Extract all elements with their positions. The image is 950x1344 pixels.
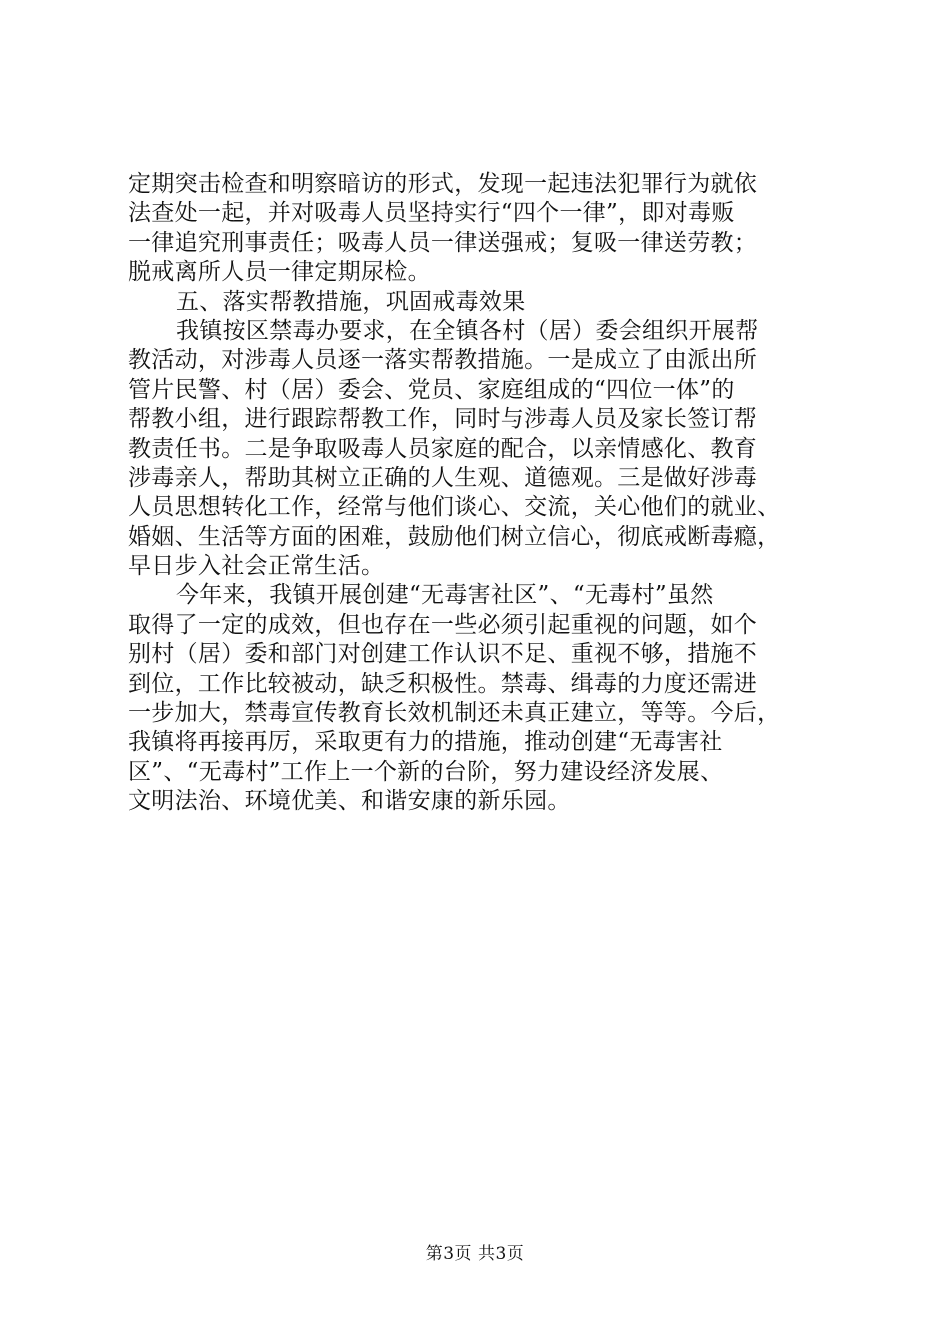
text-line: 管片民警、村（居）委会、党员、家庭组成的“四位一体”的 — [128, 376, 735, 403]
text-line: 我镇将再接再厉，采取更有力的措施，推动创建“无毒害社 — [128, 729, 723, 756]
text-line: 取得了一定的成效，但也存在一些必须引起重视的问题，如个 — [128, 611, 758, 638]
text-line: 一步加大，禁毒宣传教育长效机制还未真正建立，等等。今后， — [128, 700, 781, 727]
page-number-footer: 第3页 共3页 — [425, 1244, 525, 1264]
text-line: 文明法治、环境优美、和谐安康的新乐园。 — [128, 788, 571, 815]
text-line: 区”、“无毒村”工作上一个新的台阶，努力建设经济发展、 — [128, 758, 724, 785]
body-text — [128, 170, 828, 817]
text-line: 定期突击检查和明察暗访的形式，发现一起违法犯罪行为就依 — [128, 171, 758, 197]
text-line: 帮教小组，进行跟踪帮教工作，同时与涉毒人员及家长签订帮 — [128, 406, 758, 433]
text-line: 别村（居）委和部门对创建工作认识不足、重视不够，措施不 — [128, 641, 758, 668]
text-line: 教责任书。二是争取吸毒人员家庭的配合，以亲情感化、教育 — [128, 435, 758, 462]
text-line: 一律追究刑事责任；吸毒人员一律送强戒；复吸一律送劳教； — [128, 229, 758, 256]
text-line: 婚姻、生活等方面的困难，鼓励他们树立信心，彻底戒断毒瘾， — [128, 523, 781, 550]
text-line: 教活动，对涉毒人员逐一落实帮教措施。一是成立了由派出所 — [128, 347, 758, 374]
text-line: 人员思想转化工作，经常与他们谈心、交流，关心他们的就业、 — [128, 494, 781, 521]
text-line: 今年来，我镇开展创建“无毒害社区”、“无毒村”虽然 — [176, 582, 714, 609]
text-line: 早日步入社会正常生活。 — [128, 553, 385, 580]
text-line: 涉毒亲人，帮助其树立正确的人生观、道德观。三是做好涉毒 — [128, 464, 758, 491]
text-line: 我镇按区禁毒办要求，在全镇各村（居）委会组织开展帮 — [176, 317, 759, 344]
section-heading: 五、落实帮教措施，巩固戒毒效果 — [176, 288, 526, 315]
text-line: 脱戒离所人员一律定期尿检。 — [128, 259, 431, 286]
text-line: 到位，工作比较被动，缺乏积极性。禁毒、缉毒的力度还需进 — [128, 670, 758, 697]
text-line: 法查处一起，并对吸毒人员坚持实行“四个一律”，即对毒贩 — [128, 200, 735, 227]
